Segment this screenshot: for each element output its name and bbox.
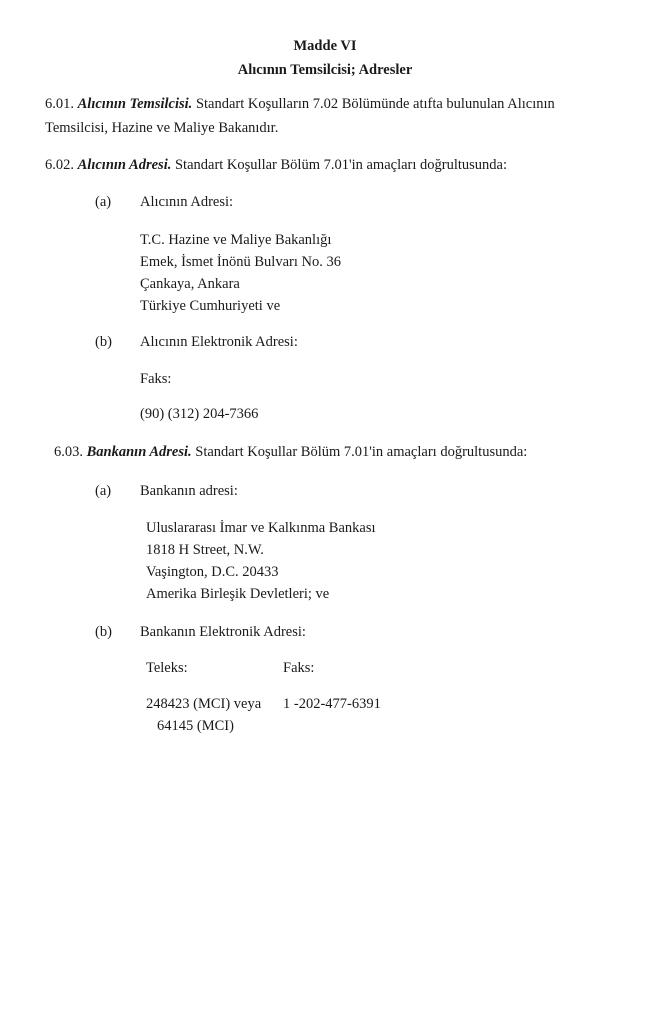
telex-number: 248423 (MCI) veya: [146, 696, 262, 712]
section-title: Alıcının Adresi.: [77, 157, 172, 173]
telex-number: 64145 (MCI): [157, 718, 234, 734]
article-subtitle: Alıcının Temsilcisi; Adresler: [237, 62, 413, 78]
fax-label: Faks:: [140, 371, 172, 387]
address-line: Uluslararası İmar ve Kalkınma Bankası: [146, 520, 376, 536]
section-text: Standart Koşulların 7.02 Bölümünde atıfta bulunulan Alıcının: [192, 96, 555, 112]
section-6-01-line1: [45, 96, 555, 113]
address-line: Çankaya, Ankara: [140, 276, 240, 292]
fax-number: 1 -202-477-6391: [283, 696, 381, 712]
item-marker-a: (a): [95, 483, 112, 499]
address-line: Emek, İsmet İnönü Bulvarı No. 36: [140, 254, 341, 270]
bank-electronic-address-label: Bankanın Elektronik Adresi:: [140, 624, 306, 640]
section-6-03-heading: [54, 444, 527, 461]
item-marker-a: (a): [95, 194, 112, 210]
fax-number: (90) (312) 204-7366: [140, 406, 259, 422]
address-line: Amerika Birleşik Devletleri; ve: [146, 586, 330, 602]
address-line: Türkiye Cumhuriyeti ve: [140, 298, 281, 314]
section-title: Bankanın Adresi.: [86, 444, 192, 460]
section-6-01-line2: Temsilcisi, Hazine ve Maliye Bakanıdır.: [45, 120, 279, 136]
section-number: 6.02.: [45, 157, 74, 173]
recipient-electronic-address-label: Alıcının Elektronik Adresi:: [140, 334, 298, 350]
section-text: Standart Koşullar Bölüm 7.01'in amaçları doğrultusunda:: [171, 157, 508, 173]
telex-label: Teleks:: [146, 660, 188, 676]
address-line: 1818 H Street, N.W.: [146, 542, 264, 558]
address-line: Vaşington, D.C. 20433: [146, 564, 279, 580]
address-line: T.C. Hazine ve Maliye Bakanlığı: [140, 232, 332, 248]
bank-address-label: Bankanın adresi:: [140, 483, 238, 499]
section-title: Alıcının Temsilcisi.: [77, 96, 193, 112]
section-6-02-heading: [45, 157, 507, 174]
item-marker-b: (b): [95, 624, 112, 640]
section-number: 6.01.: [45, 96, 74, 112]
section-number: 6.03.: [54, 444, 83, 460]
article-title: Madde VI: [293, 38, 357, 54]
recipient-address-label: Alıcının Adresi:: [140, 194, 234, 210]
fax-label: Faks:: [283, 660, 315, 676]
section-text: Standart Koşullar Bölüm 7.01'in amaçları doğrultusunda:: [191, 444, 528, 460]
item-marker-b: (b): [95, 334, 112, 350]
